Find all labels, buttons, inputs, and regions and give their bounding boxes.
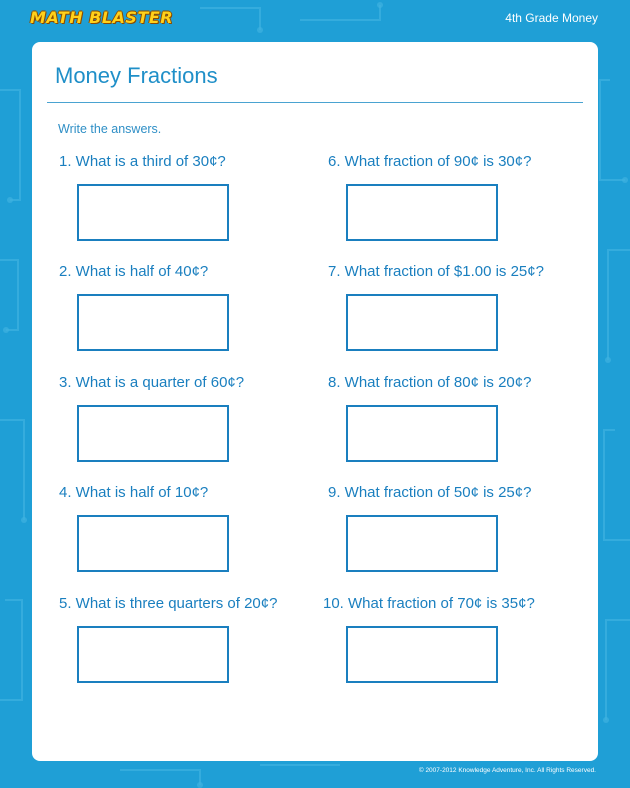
title-divider (47, 102, 583, 103)
question-4-text: 4. What is half of 10¢? (59, 484, 209, 501)
question-2-text: 2. What is half of 40¢? (59, 263, 209, 280)
answer-box-1[interactable] (77, 184, 229, 241)
question-1-text: 1. What is a third of 30¢? (59, 153, 226, 170)
question-6-text: 6. What fraction of 90¢ is 30¢? (328, 153, 532, 170)
answer-box-8[interactable] (346, 405, 498, 462)
answer-box-6[interactable] (346, 184, 498, 241)
math-blaster-logo: MATH BLASTER (30, 8, 174, 27)
grade-label: 4th Grade Money (505, 11, 598, 25)
question-3-text: 3. What is a quarter of 60¢? (59, 374, 245, 391)
question-5-text: 5. What is three quarters of 20¢? (59, 595, 278, 612)
question-10-text: 10. What fraction of 70¢ is 35¢? (323, 595, 535, 612)
answer-box-4[interactable] (77, 515, 229, 572)
worksheet-card (32, 42, 598, 761)
instructions-text: Write the answers. (58, 122, 162, 136)
answer-box-3[interactable] (77, 405, 229, 462)
question-7-text: 7. What fraction of $1.00 is 25¢? (328, 263, 544, 280)
answer-box-7[interactable] (346, 294, 498, 351)
question-9-text: 9. What fraction of 50¢ is 25¢? (328, 484, 532, 501)
answer-box-2[interactable] (77, 294, 229, 351)
page-title: Money Fractions (55, 63, 218, 88)
question-8-text: 8. What fraction of 80¢ is 20¢? (328, 374, 532, 391)
answer-box-5[interactable] (77, 626, 229, 683)
answer-box-9[interactable] (346, 515, 498, 572)
answer-box-10[interactable] (346, 626, 498, 683)
copyright-text: © 2007-2012 Knowledge Adventure, Inc. All Rights Reserved. (418, 767, 596, 774)
